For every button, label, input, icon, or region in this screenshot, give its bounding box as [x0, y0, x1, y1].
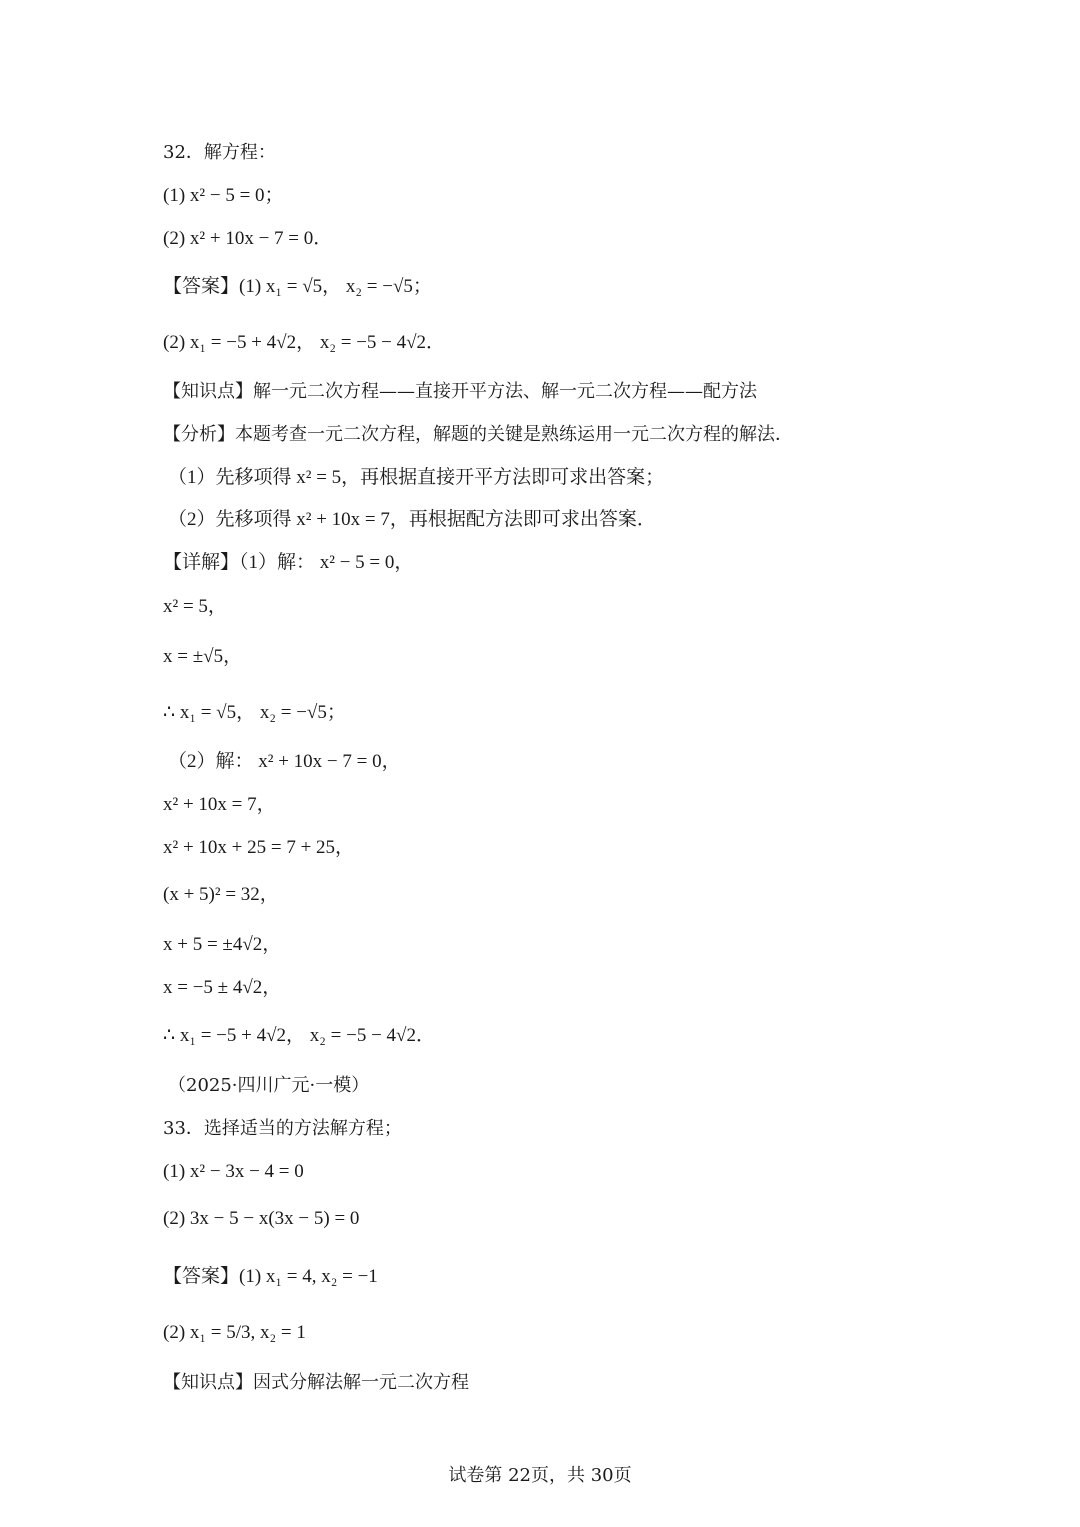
q32-detail-title: 【详解】（1）解： x² − 5 = 0， [163, 552, 414, 573]
q32-analysis-2: （2）先移项得 x² + 10x = 7，再根据配方法即可求出答案． [168, 509, 656, 530]
q32-part2: (2) x² + 10x − 7 = 0． [163, 228, 333, 249]
q32-detail-1-step-1: x² = 5， [163, 596, 227, 617]
q33-answer-1: 【答案】(1) x₁ = 4, x₂ = −1 [163, 1266, 378, 1287]
q32-detail-2-step-1: x² + 10x = 7， [163, 794, 276, 815]
q33-part1: (1) x² − 3x − 4 = 0 [163, 1161, 304, 1182]
q33-part2: (2) 3x − 5 − x(3x − 5) = 0 [163, 1208, 360, 1229]
q32-title: 32．解方程： [163, 142, 276, 163]
q32-answer-2: (2) x₁ = −5 + 4√2， x₂ = −5 − 4√2． [163, 332, 446, 353]
q33-knowledge: 【知识点】因式分解法解一元二次方程 [163, 1372, 469, 1393]
source-note: （2025·四川广元·一模） [168, 1075, 370, 1096]
q32-detail-1-step-3: ∴ x₁ = √5， x₂ = −√5； [163, 702, 346, 723]
q32-knowledge: 【知识点】解一元二次方程——直接开平方法、解一元二次方程——配方法 [163, 381, 757, 402]
q33-title: 33．选择适当的方法解方程； [163, 1118, 402, 1139]
q32-analysis: 【分析】本题考查一元二次方程，解题的关键是熟练运用一元二次方程的解法． [163, 424, 793, 445]
q32-detail-2-step-5: x = −5 ± 4√2， [163, 977, 282, 998]
q32-analysis-1: （1）先移项得 x² = 5，再根据直接开平方法即可求出答案； [168, 467, 665, 488]
q33-answer-2: (2) x₁ = 5/3, x₂ = 1 [163, 1322, 306, 1343]
q32-detail-1-step-2: x = ±√5， [163, 646, 243, 667]
q32-detail-2-step-2: x² + 10x + 25 = 7 + 25， [163, 837, 355, 858]
q32-detail-2-step-6: ∴ x₁ = −5 + 4√2， x₂ = −5 − 4√2． [163, 1025, 435, 1046]
q32-part1: (1) x² − 5 = 0； [163, 185, 284, 206]
page-footer: 试卷第 22页，共 30页 [448, 1465, 632, 1486]
q32-detail-2-title: （2）解： x² + 10x − 7 = 0， [168, 751, 401, 772]
q32-detail-2-step-4: x + 5 = ±4√2， [163, 934, 282, 955]
q32-detail-2-step-3: (x + 5)² = 32， [163, 884, 279, 905]
q32-answer-1: 【答案】(1) x₁ = √5， x₂ = −√5； [163, 276, 432, 297]
